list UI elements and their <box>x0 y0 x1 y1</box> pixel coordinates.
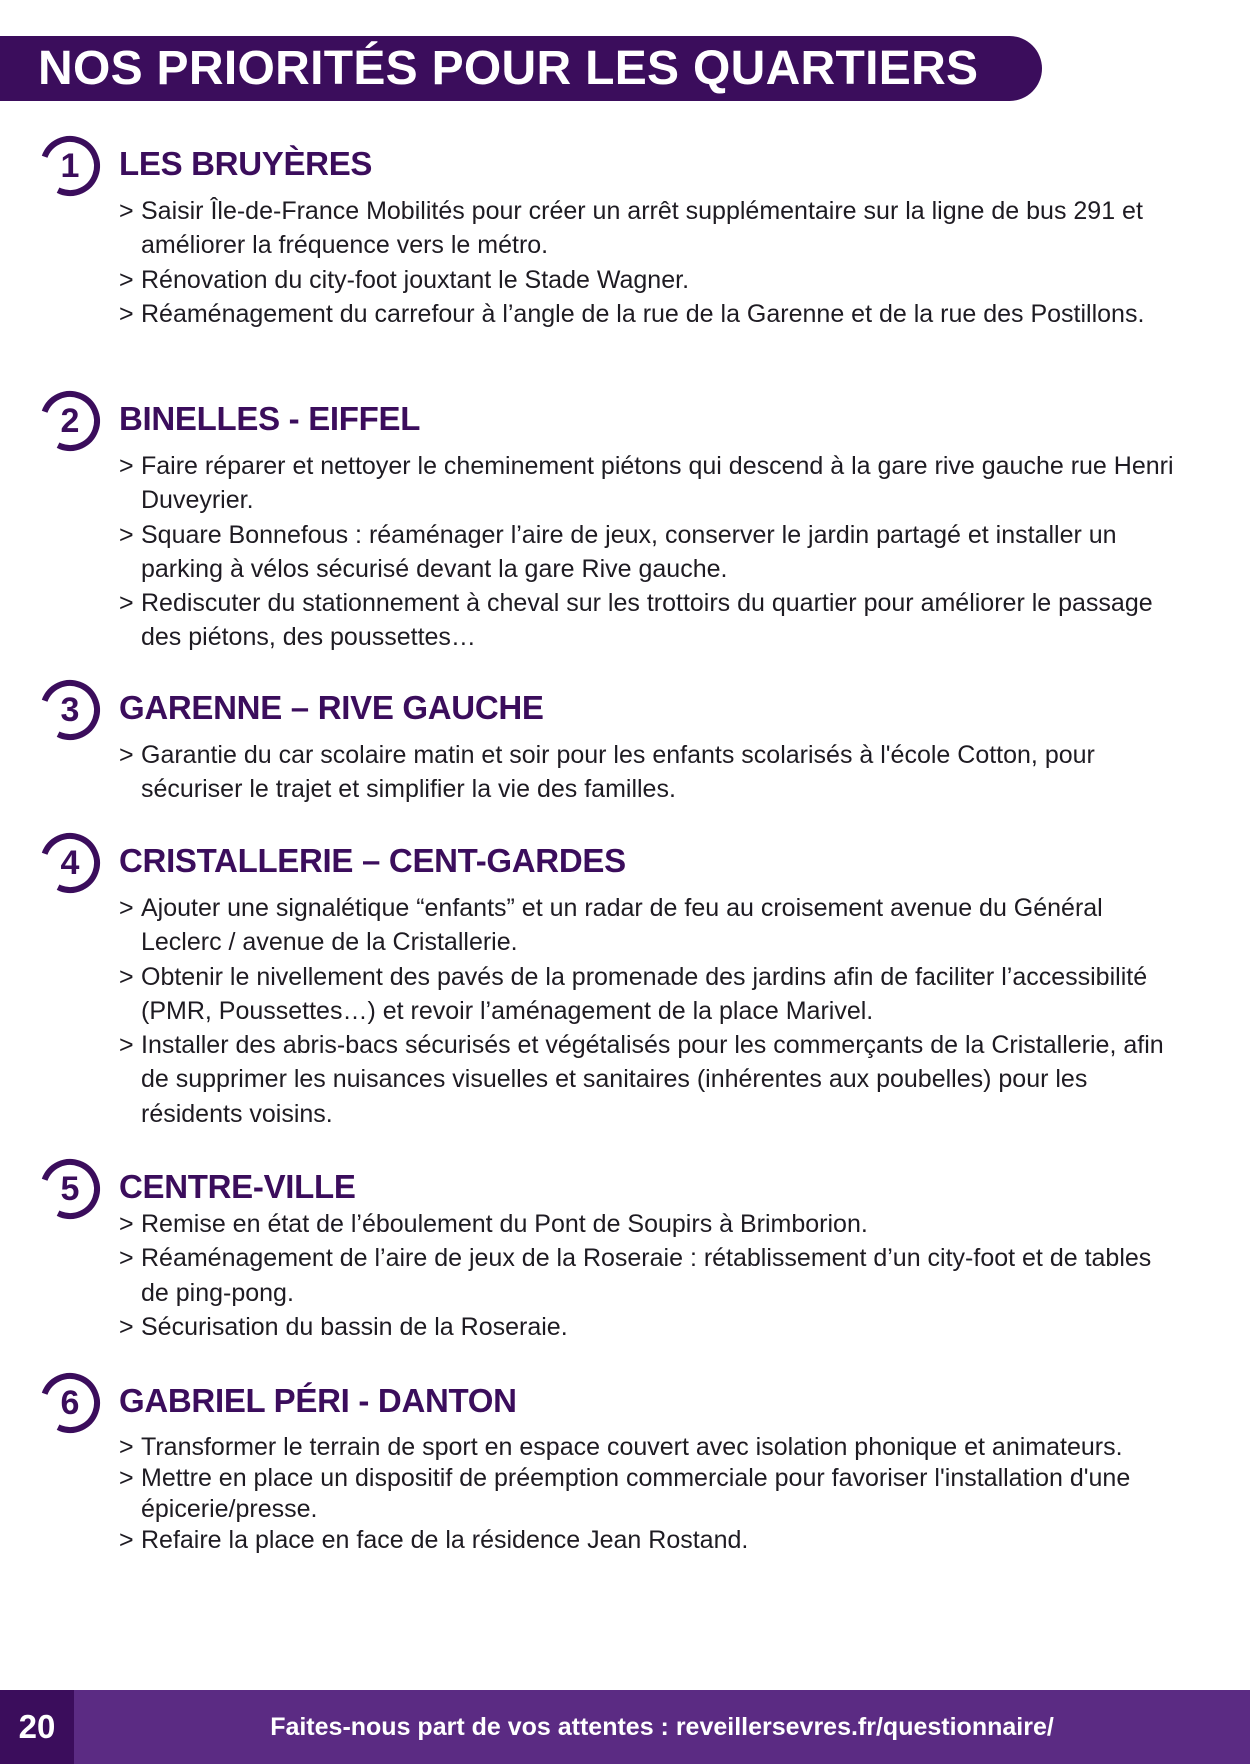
list-item: > Rénovation du city-foot jouxtant le Stade Wagner. <box>119 263 1179 297</box>
section-title: LES BRUYÈRES <box>119 145 373 182</box>
section-number: 2 <box>60 401 80 440</box>
list-item: > Réaménagement du carrefour à l’angle de la rue de la Garenne et de la rue des Postillons. <box>119 297 1179 331</box>
section-title: CRISTALLERIE – CENT-GARDES <box>119 842 626 879</box>
page-title: NOS PRIORITÉS POUR LES QUARTIERS <box>38 42 979 95</box>
number-badge-icon <box>36 1369 104 1437</box>
item-list <box>119 1207 1179 1344</box>
list-item: > Square Bonnefous : réaménager l’aire de jeux, conserver le jardin partagé et installer un parking à vélos sécurisé devant la gare Rive gauche. <box>119 518 1179 587</box>
number-badge-icon <box>36 676 104 744</box>
number-badge-icon <box>36 1155 104 1223</box>
section-number: 5 <box>60 1169 80 1208</box>
item-list <box>119 891 1179 1131</box>
list-item: > Mettre en place un dispositif de préemption commerciale pour favoriser l'installation d'une épicerie/presse. <box>119 1463 1179 1525</box>
item-list <box>119 449 1179 655</box>
section-title: CENTRE-VILLE <box>119 1168 356 1205</box>
section-title: BINELLES - EIFFEL <box>119 400 421 437</box>
number-badge-icon <box>36 132 104 200</box>
list-item: > Rediscuter du stationnement à cheval sur les trottoirs du quartier pour améliorer le passage des piétons, des poussettes… <box>119 586 1179 655</box>
item-list <box>119 1432 1179 1556</box>
list-item: > Ajouter une signalétique “enfants” et un radar de feu au croisement avenue du Général Leclerc / avenue de la Cristallerie. <box>119 891 1179 960</box>
section-number: 1 <box>60 146 80 185</box>
title-banner <box>0 36 1042 101</box>
section-title: GABRIEL PÉRI - DANTON <box>119 1382 517 1419</box>
footer-bar <box>0 1690 1250 1764</box>
section-number: 4 <box>60 843 80 882</box>
list-item: > Remise en état de l’éboulement du Pont de Soupirs à Brimborion. <box>119 1207 1179 1241</box>
list-item: > Saisir Île-de-France Mobilités pour créer un arrêt supplémentaire sur la ligne de bus 291 et améliorer la fréquence vers le métro. <box>119 194 1179 263</box>
section-title: GARENNE – RIVE GAUCHE <box>119 689 544 726</box>
list-item: > Refaire la place en face de la résidence Jean Rostand. <box>119 1525 1179 1556</box>
list-item: > Sécurisation du bassin de la Roseraie. <box>119 1310 1179 1344</box>
number-badge-icon <box>36 387 104 455</box>
section-number: 6 <box>60 1383 80 1422</box>
footer-questionnaire-text: Faites-nous part de vos attentes : reveillersevres.fr/questionnaire/ <box>270 1712 1054 1741</box>
page-number: 20 <box>0 1690 74 1764</box>
list-item: > Garantie du car scolaire matin et soir pour les enfants scolarisés à l'école Cotton, pour sécuriser le trajet et simplifier la vie des familles. <box>119 738 1179 807</box>
list-item: > Transformer le terrain de sport en espace couvert avec isolation phonique et animateurs. <box>119 1432 1179 1463</box>
number-badge-icon <box>36 829 104 897</box>
item-list <box>119 738 1179 807</box>
item-list <box>119 194 1179 331</box>
list-item: > Installer des abris-bacs sécurisés et végétalisés pour les commerçants de la Cristallerie, afin de supprimer les nuisances visuelles et sanitaires (inhérentes aux poubelles) pour les résidents voisins. <box>119 1028 1179 1131</box>
list-item: > Réaménagement de l’aire de jeux de la Roseraie : rétablissement d’un city-foot et de tables de ping-pong. <box>119 1241 1179 1310</box>
list-item: > Faire réparer et nettoyer le cheminement piétons qui descend à la gare rive gauche rue Henri Duveyrier. <box>119 449 1179 518</box>
section-number: 3 <box>60 690 80 729</box>
list-item: > Obtenir le nivellement des pavés de la promenade des jardins afin de faciliter l’accessibilité (PMR, Poussettes…) et revoir l’aménagement de la place Marivel. <box>119 960 1179 1029</box>
